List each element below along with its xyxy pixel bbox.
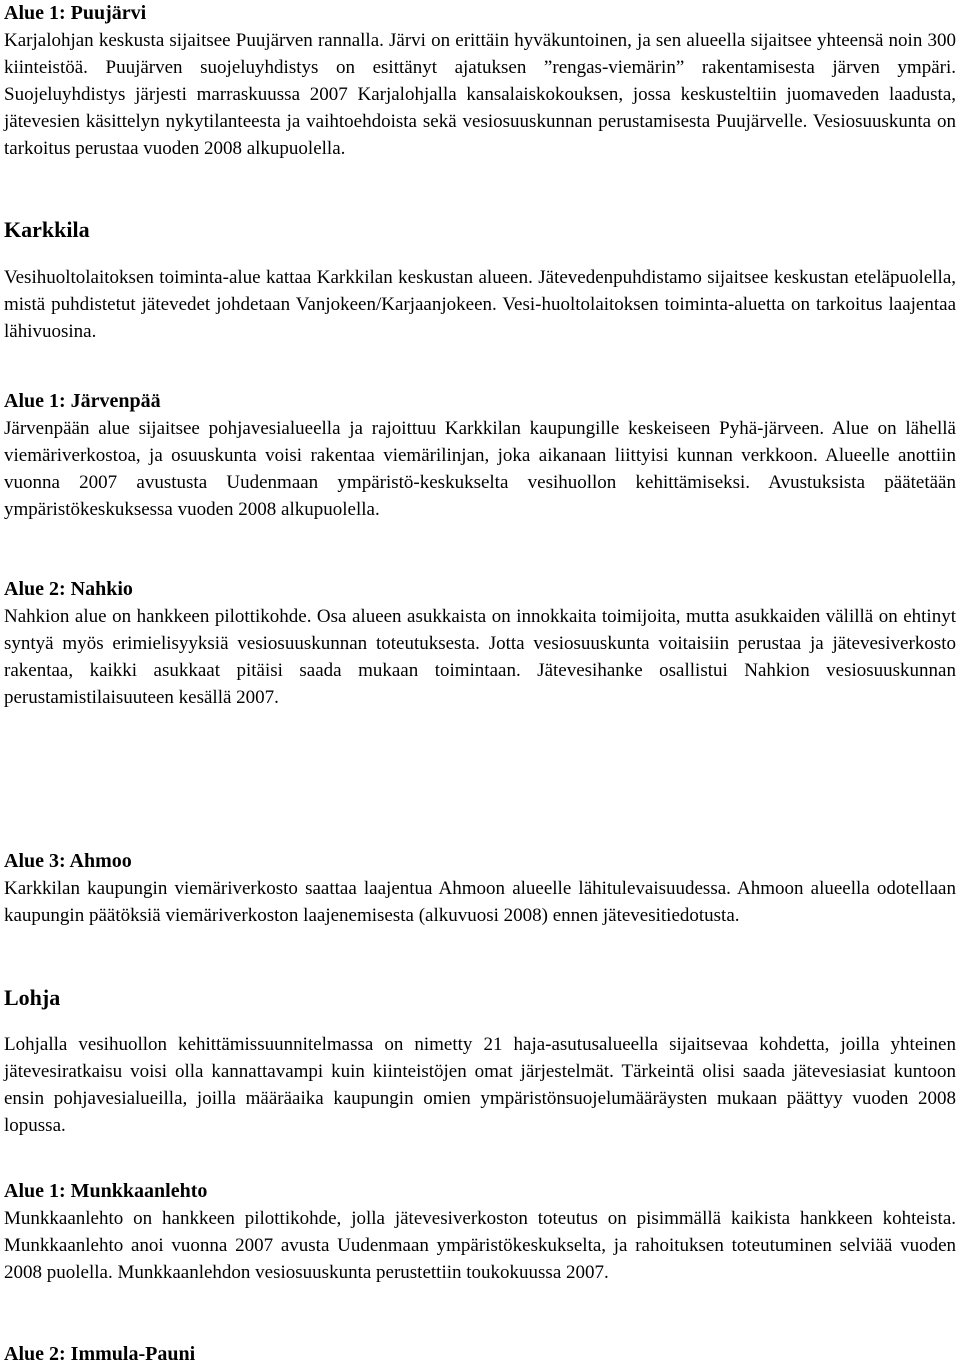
section-lohja — [4, 984, 956, 1139]
section-paragraph: Munkkaanlehto on hankkeen pilottikohde, jolla jätevesiverkoston toteutus on pisimmällä kaikista hankkeen kohteista. Munkkaanlehto anoi vuonna 2007 avusta Uudenmaan ympäristökeskukselta, ja rahoituksen toteutuminen selviää vuoden 2008 puolella. Munkkaanlehdon vesiosuuskunta perustettiin toukokuussa 2007. — [4, 1208, 956, 1283]
section-heading: Alue 3: Ahmoo — [4, 850, 132, 872]
section-paragraph: Karkkilan kaupungin viemäriverkosto saattaa laajentua Ahmoon alueelle lähitulevaisuudessa. Ahmoon alueella odotellaan kaupungin päätöksiä viemäriverkoston laajenemisesta (alkuvuosi 2008) ennen jätevesitiedotusta. — [4, 878, 956, 926]
section-heading: Alue 2: Nahkio — [4, 578, 133, 600]
section-karkkila — [4, 216, 956, 345]
section-paragraph: Järvenpään alue sijaitsee pohjavesialueella ja rajoittuu Karkkilan kaupungille keskeiseen Pyhä-järveen. Alue on lähellä viemäriverkostoa, ja osuuskunta voisi rakentaa viemärilinjan, joka aikanaan liittyisi kunnan verkkoon. Alueelle anottiin vuonna 2007 avustusta Uudenmaan ympäristö-keskukselta vesihuollon kehittämiseksi. Avustuksista päätetään ympäristökeskuksessa vuoden 2008 alkupuolella. — [4, 418, 956, 520]
section-heading: Alue 1: Munkkaanlehto — [4, 1180, 208, 1202]
section-heading: Lohja — [4, 985, 61, 1010]
section-jarvenpaa — [4, 388, 956, 523]
section-paragraph: Nahkion alue on hankkeen pilottikohde. Osa alueen asukkaista on innokkaita toimijoita, mutta asukkaiden välillä on ehtinyt syntyä myös erimielisyyksiä vesiosuuskunnan toteutuksesta. Jotta vesiosuuskunta voitaisiin perustaa ja jätevesiverkosto rakentaa, kaikki asukkaat pitäisi saada mukaan toimintaan. Jätevesihanke osallistui Nahkion vesiosuuskunnan perustamistilaisuuteen kesällä 2007. — [4, 606, 956, 708]
section-munkkaanlehto — [4, 1178, 956, 1286]
section-nahkio — [4, 576, 956, 711]
section-heading: Karkkila — [4, 217, 90, 242]
section-heading: Alue 1: Järvenpää — [4, 390, 161, 412]
section-puujarvi — [4, 0, 956, 162]
section-heading: Alue 1: Puujärvi — [4, 2, 147, 24]
section-heading: Alue 2: Immula-Pauni — [4, 1343, 196, 1365]
section-ahmoo — [4, 848, 956, 929]
section-paragraph: Karjalohjan keskusta sijaitsee Puujärven rannalla. Järvi on erittäin hyväkuntoinen, ja sen alueella sijaitsee yhteensä noin 300 kiinteistöä. Puujärven suojeluyhdistys on esittänyt ajatuksen ”rengas-viemärin” rakentamisesta järven ympäri. Suojeluyhdistys järjesti marraskuussa 2007 Karjalohjalla kansalaiskokouksen, jossa keskusteltiin juomaveden laadusta, jätevesien käsittelyn nykytilanteesta ja vaihtoehdoista sekä vesiosuuskunnan perustamisesta Puujärvelle. Vesiosuuskunta on tarkoitus perustaa vuoden 2008 alkupuolella. — [4, 30, 956, 159]
section-immula-pauni — [4, 1341, 956, 1368]
section-paragraph: Vesihuoltolaitoksen toiminta-alue kattaa Karkkilan keskustan alueen. Jätevedenpuhdistamo sijaitsee keskustan eteläpuolella, mistä puhdistetut jätevedet johdetaan Vanjokeen/Karjaanjokeen. Vesi-huoltolaitoksen toiminta-aluetta on tarkoitus laajentaa lähivuosina. — [4, 267, 956, 342]
section-paragraph: Lohjalla vesihuollon kehittämissuunnitelmassa on nimetty 21 haja-asutusalueella sijaitsevaa kohdetta, joilla yhteinen jätevesiratkaisu voisi olla kannattavampi kuin kiinteistöjen omat järjestelmät. Tärkeintä olisi saada jätevesiasiat kuntoon ensin pohjavesialueilla, joilla määräaika kaupungin omien ympäristönsuojelumääräysten mukaan päättyy vuoden 2008 lopussa. — [4, 1034, 956, 1136]
